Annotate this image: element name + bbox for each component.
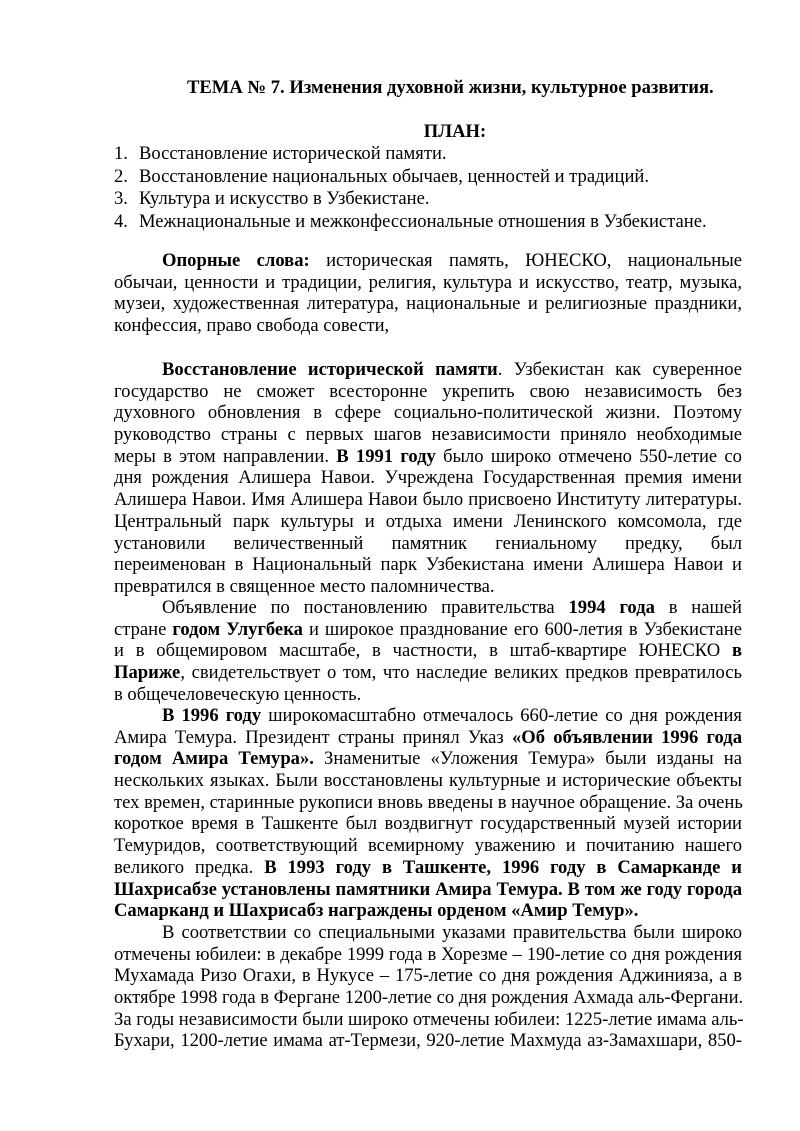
- text-line: обычаи, ценности и традиции, религия, культура и искусство, театр, музыка,: [114, 271, 742, 293]
- plan-item-text: Культура и искусство в Узбекистане.: [139, 188, 430, 210]
- plan-item: [114, 211, 764, 234]
- text-line: В соответствии со специальными указами правительства были широко: [162, 922, 742, 943]
- text-line: и в общемировом масштабе, в частности, в штаб-квартире ЮНЕСКО в: [114, 640, 742, 662]
- plan-item-text: Межнациональные и межконфессиональные отношения в Узбекистане.: [139, 210, 707, 232]
- text-line: Самарканд и Шахрисабз награждены орденом «Амир Темур».: [114, 900, 639, 922]
- text-line: За годы независимости были широко отмечены юбилеи: 1225-летие имама аль-: [114, 1008, 744, 1030]
- plan-item: [114, 143, 764, 166]
- paragraph-jubilees: [114, 922, 742, 1052]
- text-line: Темуридов, соответствующий всемирному уважению и почитанию нашего: [114, 835, 742, 857]
- text-line: государство не сможет всесторонне укрепить свою независимость без: [114, 380, 742, 402]
- text-line: руководство страны с первых шагов независимости приняло необходимые: [114, 424, 742, 446]
- paragraph-amir-temur: [114, 705, 742, 922]
- text-line: Опорные слова: историческая память, ЮНЕСКО, национальные: [162, 250, 742, 271]
- text-line: Восстановление исторической памяти. Узбекистан как суверенное: [162, 359, 742, 380]
- section-heading: Восстановление исторической памяти: [162, 359, 498, 380]
- text-line: превратился в священное место паломничества.: [114, 575, 495, 597]
- paragraph-ulugbek: [114, 597, 742, 705]
- text-line: В 1996 году широкомасштабно отмечалось 660-летие со дня рождения: [162, 705, 742, 726]
- text-line: великого предка. В 1993 году в Ташкенте, 1996 году в Самарканде и: [114, 856, 742, 878]
- text-line: Мухамада Ризо Огахи, в Нукусе – 175-летие со дня рождения Аджинияза, а в: [114, 965, 742, 987]
- text-line: музеи, художественная литература, национальные и религиозные праздники,: [114, 293, 742, 315]
- keywords-paragraph: [114, 250, 742, 337]
- plan-list: [114, 143, 764, 233]
- plan-item-number: 3.: [114, 188, 128, 210]
- paragraph-historical-memory: [114, 359, 742, 598]
- text-line: годом Амира Темура». Знаменитые «Уложения Темура» были изданы на: [114, 748, 742, 770]
- text-line: Париже, свидетельствует о том, что наследие великих предков превратилось: [114, 662, 742, 684]
- text-line: Шахрисабзе установлены памятники Амира Темура. В том же году города: [114, 878, 742, 900]
- text-line: Алишера Навои. Имя Алишера Навои было присвоено Институту литературы.: [114, 489, 742, 511]
- text-line: в общечеловеческую ценность.: [114, 683, 362, 705]
- text-line: Центральный парк культуры и отдыха имени Ленинского комсомола, где: [114, 510, 742, 532]
- plan-heading: ПЛАН:: [423, 121, 487, 142]
- text-line: конфессия, право свобода совести,: [114, 315, 390, 337]
- plan-item-text: Восстановление национальных обычаев, ценностей и традиций.: [139, 165, 649, 187]
- text-line: стране годом Улугбека и широкое празднование его 600-летия в Узбекистане: [114, 618, 743, 640]
- text-line: тех времен, старинные рукописи вновь введены в научное обращение. За очень: [114, 791, 743, 813]
- plan-item: [114, 166, 764, 189]
- text-line: духовного обновления в сфере социально-политической жизни. Поэтому: [114, 402, 742, 424]
- text-line: Бухари, 1200-летие имама ат-Термези, 920-летие Махмуда аз-Замахшари, 850-: [114, 1030, 742, 1052]
- text-line: Амира Темура. Президент страны принял Указ «Об объявлении 1996 года: [114, 726, 742, 748]
- plan-item-text: Восстановление исторической памяти.: [139, 143, 447, 164]
- text-line: Объявление по постановлению правительства 1994 года в нашей: [162, 597, 743, 618]
- text-line: меры в этом направлении. В 1991 году было широко отмечено 550-летие со: [114, 445, 742, 467]
- text-line: дня рождения Алишера Навои. Учреждена Государственная премия имени: [114, 467, 742, 489]
- text-line: нескольких языках. Были восстановлены культурные и исторические объекты: [114, 770, 742, 792]
- plan-item-number: 1.: [114, 143, 128, 164]
- text-line: переименован в Национальный парк Узбекистана имени Алишера Навои и: [114, 554, 742, 576]
- plan-item-number: 4.: [114, 210, 128, 232]
- plan-item: [114, 188, 764, 211]
- keywords-label: Опорные слова:: [162, 250, 310, 271]
- text-line: установили величественный памятник гениальному предку, был: [114, 532, 742, 554]
- text-line: короткое время в Ташкенте был воздвигнут государственный музей истории: [114, 813, 742, 835]
- text-line: октябре 1998 года в Фергане 1200-летие со дня рождения Ахмада аль-Фергани.: [114, 987, 744, 1009]
- text-line: отмечены юбилеи: в декабре 1999 года в Хорезме – 190-летие со дня рождения: [114, 943, 742, 965]
- page-title: ТЕМА № 7. Изменения духовной жизни, культурное развития.: [187, 77, 714, 98]
- plan-item-number: 2.: [114, 165, 128, 187]
